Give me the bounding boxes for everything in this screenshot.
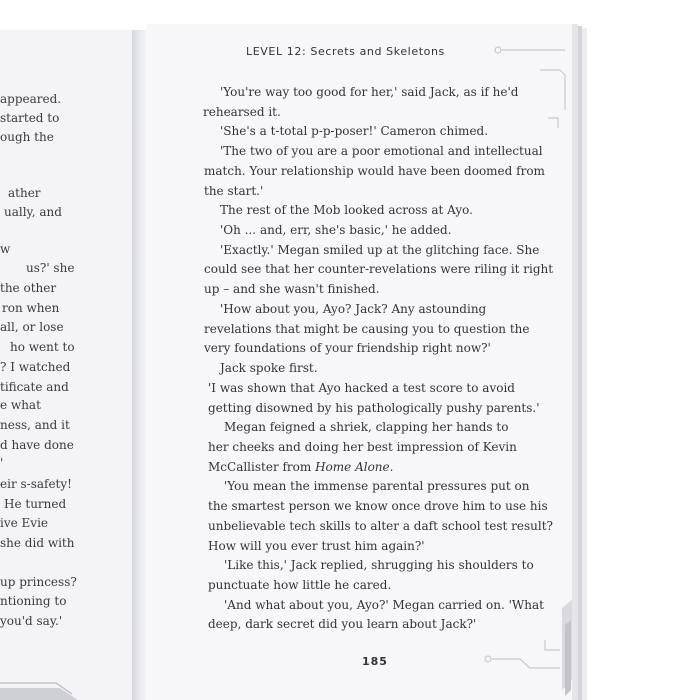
left-page-line: tificate and [0,380,69,394]
circuit-line [545,640,560,650]
left-page-line: us?' she [26,261,75,275]
body-text-line: rehearsed it. [203,104,281,119]
body-text-line: could see that her counter-revelations were riling it right [204,262,554,277]
body-text-line: Megan feigned a shriek, clapping her hands to [224,420,509,435]
body-text-line: match. Your relationship would have been doomed from [204,163,545,178]
left-page-line: ive Evie [0,516,49,530]
body-text-line: 'Exactly.' Megan smiled up at the glitching face. She [220,242,540,257]
body-text-line: revelations that might be causing you to question the [204,321,530,336]
left-page-line: ho went to [10,340,75,354]
body-text-line: 'You're way too good for her,' said Jack, as if he'd [220,85,519,99]
circuit-node [495,47,501,53]
circuit-line [520,659,560,668]
body-text-line: The rest of the Mob looked across at Ayo. [220,203,473,218]
body-text-line: 'Like this,' Jack replied, shrugging his shoulders to [224,558,534,573]
body-text-line: McCallister from Home Alone. [208,459,394,474]
body-text-line: the smartest person we know once drove him to use his [208,499,548,514]
body-text-line: up – and she wasn't finished. [204,282,380,297]
circuit-node [485,656,491,662]
body-text-line: 'And what about you, Ayo?' Megan carried on. 'What [224,597,544,612]
left-page-line: appeared. [0,92,62,106]
body-text-line: her cheeks and doing her best impression of Kevin [208,439,517,454]
body-text-line: 'I was shown that Ayo hacked a test score to avoid [208,380,515,395]
left-page-line: the other [0,281,57,295]
left-page-line: ually, and [4,205,62,219]
left-page-line: e what [0,398,41,412]
left-page-line: ather [8,186,41,200]
left-page-line: ? I watched [0,360,71,374]
left-page-line: ' [0,456,4,470]
left-page-line: He turned [4,497,67,511]
left-page-line: you'd say.' [0,614,63,628]
left-page-line: up princess? [0,575,77,589]
left-page-line: ough the [0,130,54,144]
body-text-line: How will you ever trust him again?' [208,538,425,553]
body-text-line: very foundations of your friendship right now?' [204,341,491,356]
left-page-line: all, or lose [0,320,64,334]
body-text-line: 'The two of you are a poor emotional and intellectual [220,144,543,159]
running-head: LEVEL 12: Secrets and Skeletons [246,45,445,58]
body-text-line: 'Oh ... and, err, she's basic,' he added. [220,223,452,238]
left-page-line: she did with [0,536,75,550]
edge-shape [565,620,571,696]
body-text-line: getting disowned by his pathologically pushy parents.' [208,400,540,415]
body-text-line: 'You mean the immense parental pressures put on [224,479,530,494]
left-page-line: started to [0,111,60,125]
left-page-line: ntioning to [0,594,67,608]
body-text-line: 'She's a t-total p-p-poser!' Cameron chimed. [220,124,489,139]
body-text-line: punctuate how little he cared. [208,578,392,592]
body-text-line: the start.' [204,183,264,198]
left-page-line: w [0,242,11,256]
circuit-line [540,70,565,110]
left-page-line: ness, and it [0,418,70,432]
body-text-line: Jack spoke first. [220,361,318,376]
circuit-line [548,118,558,128]
left-page-line: eir s-safety! [0,477,72,491]
body-text-line: unbelievable tech skills to alter a daft school test result? [208,518,553,533]
left-page-line: ron when [2,301,60,315]
body-text-line: deep, dark secret did you learn about Jack?' [208,617,477,632]
page-number: 185 [362,655,388,668]
left-page-line: d have done [0,438,74,452]
body-text-line: 'How about you, Ayo? Jack? Any astounding [220,301,487,316]
